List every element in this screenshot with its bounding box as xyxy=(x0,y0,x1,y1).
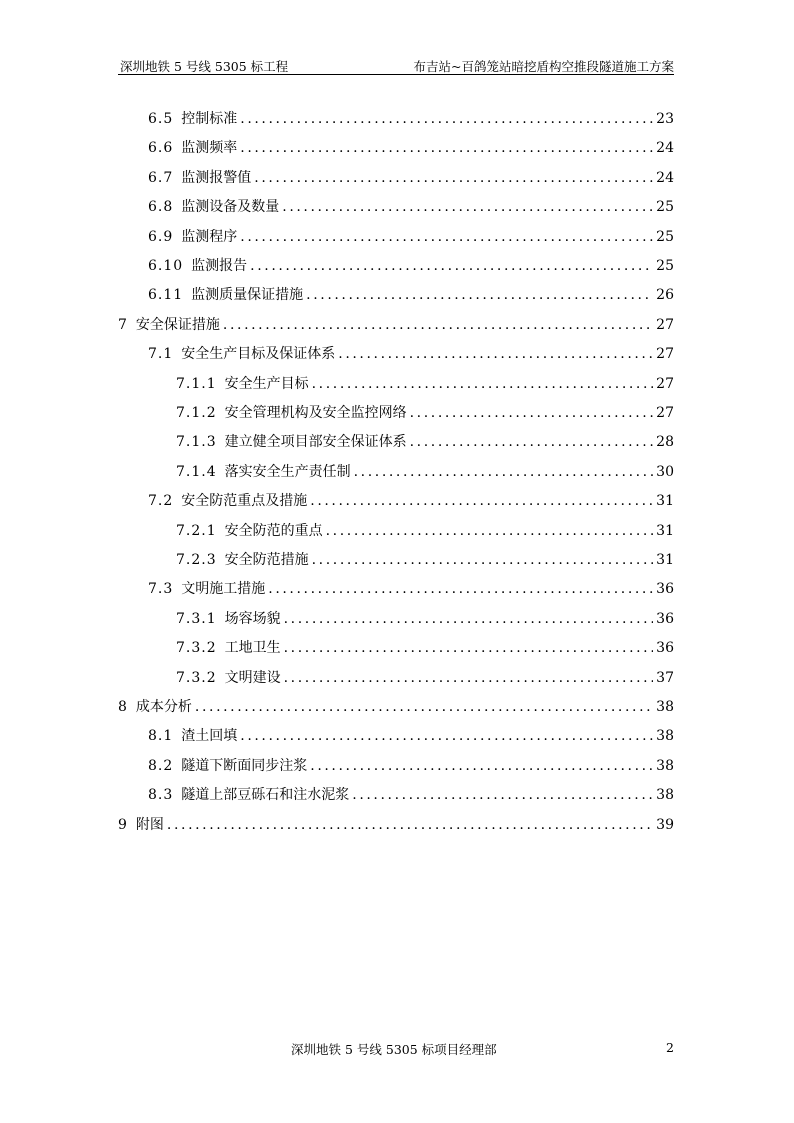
toc-entry-title: 安全防范重点及措施 xyxy=(181,493,308,510)
toc-entry-number: 7.1.2 xyxy=(176,405,217,421)
toc-entry-number: 6.11 xyxy=(148,287,184,304)
toc-dot-leader xyxy=(250,257,653,275)
toc-dot-leader xyxy=(240,228,653,246)
toc-entry-number: 6.5 xyxy=(148,111,174,127)
toc-entry-page: 37 xyxy=(656,669,674,686)
toc-dot-leader xyxy=(282,198,653,216)
toc-entry[interactable] xyxy=(148,135,674,157)
toc-entry-page: 26 xyxy=(656,287,674,304)
toc-entry[interactable] xyxy=(148,723,674,745)
toc-entry-page: 27 xyxy=(656,346,674,363)
toc-entry-title: 监测频率 xyxy=(181,140,238,157)
toc-entry-page: 38 xyxy=(656,699,674,715)
toc-entry[interactable] xyxy=(148,282,674,304)
toc-entry-number: 7.3.2 xyxy=(176,669,217,686)
toc-entry-title: 安全生产目标及保证体系 xyxy=(181,346,336,363)
toc-entry-page: 39 xyxy=(656,816,674,833)
toc-entry-page: 24 xyxy=(656,140,674,157)
toc-dot-leader xyxy=(326,522,654,540)
header-left-text: 深圳地铁 5 号线 5305 标工程 xyxy=(120,59,289,74)
toc-dot-leader xyxy=(254,169,653,187)
toc-entry-page: 31 xyxy=(656,552,674,568)
toc-dot-leader xyxy=(284,669,654,687)
toc-entry-page: 38 xyxy=(656,728,674,745)
toc-entry[interactable] xyxy=(148,782,674,804)
toc-entry-number: 7.1 xyxy=(148,346,174,363)
toc-entry[interactable] xyxy=(118,812,674,834)
toc-entry-page: 28 xyxy=(656,434,674,451)
toc-entry-number: 8.3 xyxy=(148,787,174,804)
toc-entry-number: 7.1.1 xyxy=(176,375,217,392)
toc-dot-leader xyxy=(352,786,653,804)
toc-entry-page: 36 xyxy=(656,610,674,627)
toc-entry-title: 监测报警值 xyxy=(181,169,252,186)
footer-page-number: 2 xyxy=(666,1040,674,1055)
toc-entry-title: 隧道上部豆砾石和注水泥浆 xyxy=(181,787,350,804)
toc-dot-leader xyxy=(338,345,653,363)
toc-entry-title: 文明施工措施 xyxy=(181,581,266,598)
toc-entry[interactable] xyxy=(176,606,674,628)
toc-entry-title: 附图 xyxy=(135,816,164,833)
footer-text: 深圳地铁 5 号线 5305 标项目经理部 xyxy=(291,1042,497,1057)
toc-entry-number: 7.1.3 xyxy=(176,434,217,451)
toc-entry-title: 渣土回填 xyxy=(181,728,238,745)
toc-entry-title: 工地卫生 xyxy=(224,640,281,657)
toc-dot-leader xyxy=(195,698,653,716)
toc-entry[interactable] xyxy=(176,371,674,393)
toc-entry-title: 成本分析 xyxy=(135,699,192,715)
toc-entry-page: 25 xyxy=(656,228,674,245)
toc-entry-title: 监测报告 xyxy=(191,258,248,274)
toc-entry-title: 隧道下断面同步注浆 xyxy=(181,757,308,774)
toc-dot-leader xyxy=(310,757,653,775)
toc-dot-leader xyxy=(410,433,654,451)
toc-entry[interactable] xyxy=(148,194,674,216)
toc-entry-page: 38 xyxy=(656,787,674,804)
toc-entry[interactable] xyxy=(176,665,674,687)
toc-entry-number: 6.7 xyxy=(148,169,174,186)
toc-entry-number: 9 xyxy=(118,816,128,833)
toc-entry-title: 控制标准 xyxy=(181,111,238,127)
toc-dot-leader xyxy=(268,580,653,598)
toc-dot-leader xyxy=(312,551,654,569)
toc-entry[interactable] xyxy=(148,341,674,363)
toc-entry-title: 安全保证措施 xyxy=(135,316,220,333)
toc-entry-number: 6.10 xyxy=(148,258,184,274)
toc-entry-page: 27 xyxy=(656,316,674,333)
toc-entry-number: 7.3 xyxy=(148,581,174,598)
toc-entry-page: 27 xyxy=(656,375,674,392)
toc-entry-title: 安全管理机构及安全监控网络 xyxy=(224,405,407,421)
toc-entry-page: 25 xyxy=(656,258,674,274)
toc-entry-number: 7.1.4 xyxy=(176,463,217,480)
toc-entry-number: 6.9 xyxy=(148,228,174,245)
toc-entry-page: 36 xyxy=(656,640,674,657)
toc-entry[interactable] xyxy=(148,106,674,128)
header-right-text: 布吉站~百鸽笼站暗挖盾构空推段隧道施工方案 xyxy=(413,59,674,74)
toc-dot-leader xyxy=(312,375,654,393)
toc-entry-page: 27 xyxy=(656,405,674,421)
toc-entry-number: 7.2.1 xyxy=(176,522,217,539)
toc-entry-number: 6.8 xyxy=(148,199,174,216)
toc-entry-page: 25 xyxy=(656,199,674,216)
toc-dot-leader xyxy=(240,110,653,128)
toc-dot-leader xyxy=(354,463,654,481)
toc-entry-page: 31 xyxy=(656,522,674,539)
toc-entry-number: 7.3.1 xyxy=(176,610,217,627)
toc-entry[interactable] xyxy=(176,400,674,422)
toc-entry-page: 38 xyxy=(656,757,674,774)
toc-entry-number: 8.1 xyxy=(148,728,174,745)
toc-entry-number: 7.3.2 xyxy=(176,640,217,657)
toc-dot-leader xyxy=(167,816,653,834)
toc-entry-title: 安全防范措施 xyxy=(224,552,309,568)
toc-entry-page: 23 xyxy=(656,111,674,127)
toc-dot-leader xyxy=(223,316,653,334)
toc-dot-leader xyxy=(240,727,653,745)
toc-entry-title: 监测质量保证措施 xyxy=(191,287,304,304)
toc-entry-page: 36 xyxy=(656,581,674,598)
toc-entry-title: 监测程序 xyxy=(181,228,238,245)
toc-dot-leader xyxy=(240,139,653,157)
toc-entry[interactable] xyxy=(176,518,674,540)
toc-entry-number: 8 xyxy=(118,699,128,715)
toc-entry-title: 落实安全生产责任制 xyxy=(224,463,351,480)
page-header xyxy=(118,56,674,75)
toc-dot-leader xyxy=(410,404,654,422)
toc-entry[interactable] xyxy=(118,694,674,716)
toc-entry[interactable] xyxy=(118,312,674,334)
toc-entry-page: 24 xyxy=(656,169,674,186)
toc-entry-title: 安全生产目标 xyxy=(224,375,309,392)
toc-entry[interactable] xyxy=(176,635,674,657)
toc-entry-number: 7 xyxy=(118,316,128,333)
toc-entry[interactable] xyxy=(148,253,674,275)
toc-entry[interactable] xyxy=(176,429,674,451)
toc-entry-page: 31 xyxy=(656,493,674,510)
toc-dot-leader xyxy=(306,286,653,304)
toc-entry-title: 文明建设 xyxy=(224,669,281,686)
toc-entry-number: 6.6 xyxy=(148,140,174,157)
toc-entry-number: 8.2 xyxy=(148,757,174,774)
toc-entry[interactable] xyxy=(176,459,674,481)
toc-entry-title: 建立健全项目部安全保证体系 xyxy=(224,434,407,451)
toc-entry[interactable] xyxy=(148,576,674,598)
toc-entry-title: 场容场貌 xyxy=(224,610,281,627)
toc-entry-page: 30 xyxy=(656,463,674,480)
toc-entry[interactable] xyxy=(148,165,674,187)
toc-entry-title: 安全防范的重点 xyxy=(224,522,323,539)
toc-entry[interactable] xyxy=(148,488,674,510)
toc-entry[interactable] xyxy=(148,753,674,775)
toc-entry-number: 7.2 xyxy=(148,493,174,510)
toc-dot-leader xyxy=(284,639,654,657)
toc-dot-leader xyxy=(284,610,654,628)
toc-entry[interactable] xyxy=(176,547,674,569)
toc-entry-title: 监测设备及数量 xyxy=(181,199,280,216)
toc-entry-number: 7.2.3 xyxy=(176,552,217,568)
toc-entry[interactable] xyxy=(148,224,674,246)
toc-dot-leader xyxy=(310,492,653,510)
